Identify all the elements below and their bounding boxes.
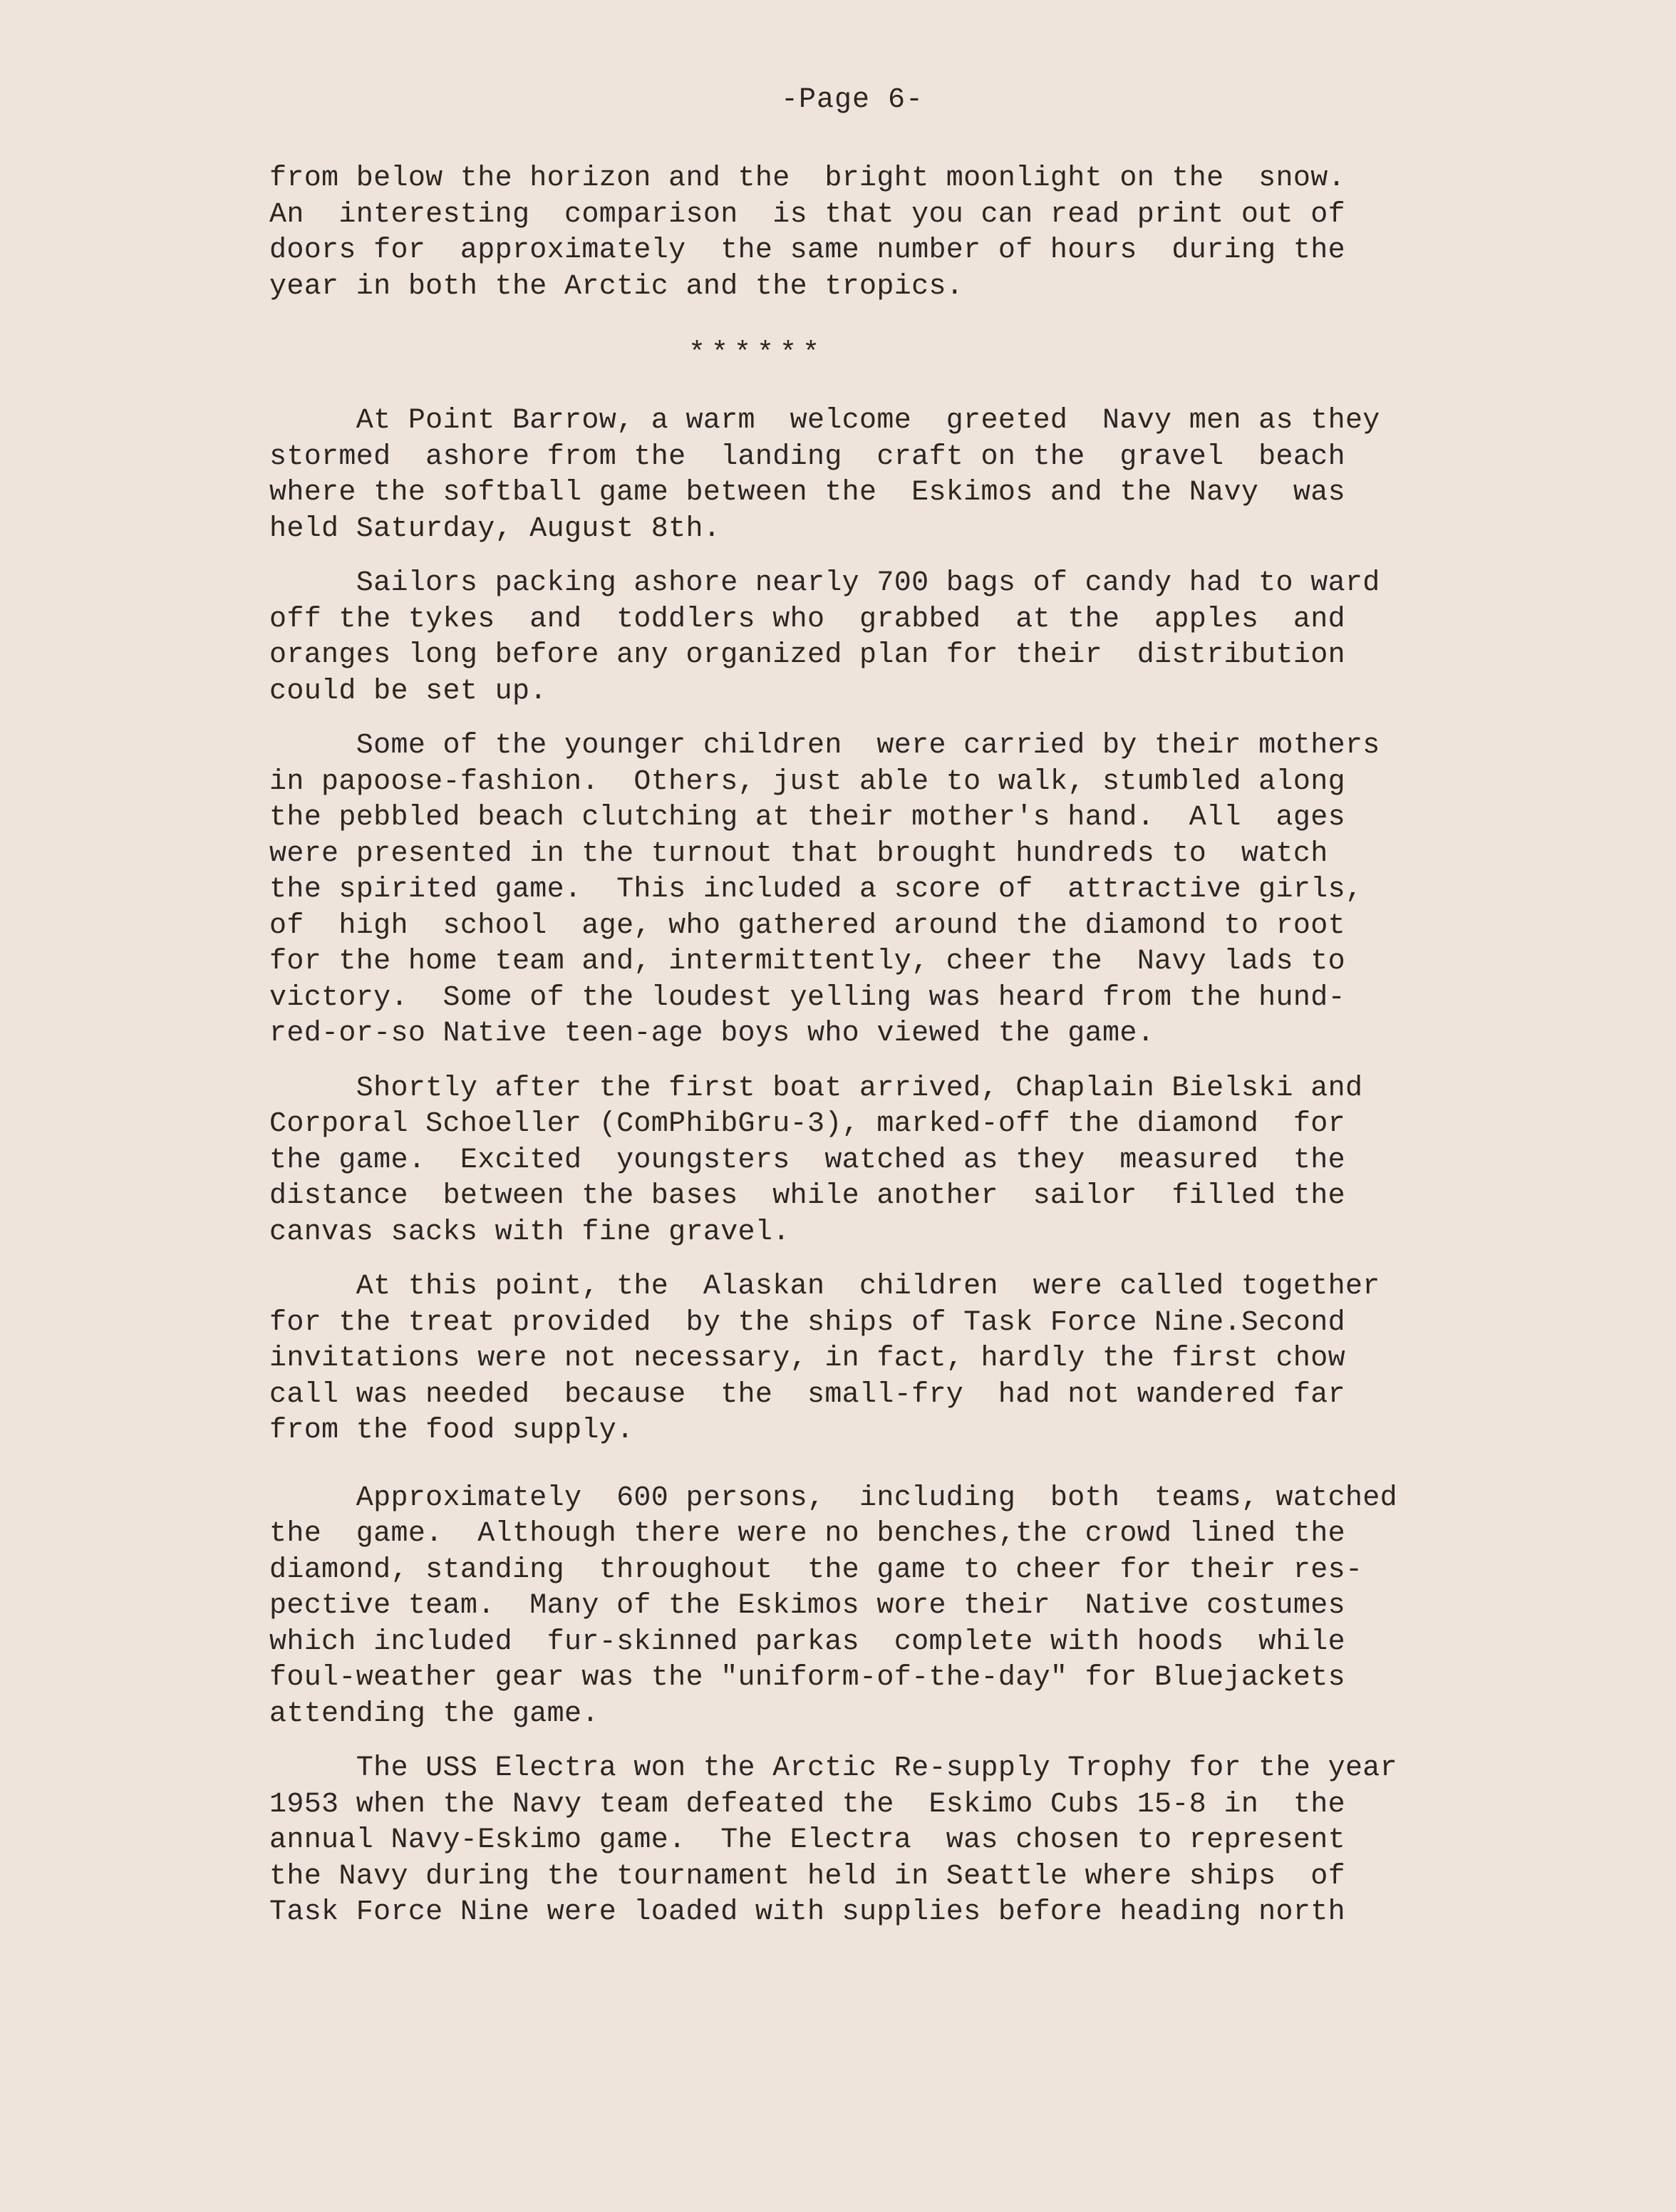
text-line: foul-weather gear was the "uniform-of-the-day" for Bluejackets — [269, 1662, 1345, 1694]
text-line: the spirited game. This included a score of attractive girls, — [269, 874, 1363, 906]
text-line: the game. Although there were no benches,the crowd lined the — [269, 1518, 1345, 1550]
text-line: the Navy during the tournament held in Seattle where ships of — [269, 1860, 1345, 1893]
paragraph-3 — [269, 566, 1394, 710]
text-line: held Saturday, August 8th. — [269, 512, 721, 545]
text-line: for the treat provided by the ships of Task Force Nine.Second — [269, 1306, 1345, 1339]
text-line: call was needed because the small-fry had not wandered far — [269, 1378, 1345, 1411]
text-line: 1953 when the Navy team defeated the Eskimo Cubs 15-8 in the — [269, 1788, 1345, 1821]
text-line: for the home team and, intermittently, cheer the Navy lads to — [269, 946, 1345, 978]
paragraph-1 — [269, 161, 1394, 305]
text-line: of high school age, who gathered around the diamond to root — [269, 909, 1345, 942]
text-line: which included fur-skinned parkas complete with hoods while — [269, 1626, 1345, 1658]
text-line: canvas sacks with fine gravel. — [269, 1216, 790, 1249]
text-line: Corporal Schoeller (ComPhibGru-3), marked-off the diamond for — [269, 1108, 1345, 1140]
text-line: off the tykes and toddlers who grabbed at the apples and — [269, 603, 1345, 636]
document-body — [269, 161, 1398, 1931]
text-line: red-or-so Native teen-age boys who viewed the game. — [269, 1018, 1155, 1050]
text-line: distance between the bases while another sailor filled the — [269, 1180, 1345, 1212]
text-line: Task Force Nine were loaded with supplies before heading north — [269, 1896, 1345, 1928]
text-line: oranges long before any organized plan for their distribution — [269, 639, 1345, 671]
paragraph-6 — [269, 1269, 1394, 1449]
paragraph-8 — [269, 1751, 1398, 1931]
paragraph-5 — [269, 1071, 1394, 1251]
page-number-label: -Page 6- — [780, 84, 924, 116]
text-line: the pebbled beach clutching at their mother's hand. All ages — [269, 802, 1345, 834]
paragraph-4 — [269, 728, 1394, 1053]
text-line: diamond, standing throughout the game to cheer for their res- — [269, 1554, 1363, 1586]
text-line: Approximately 600 persons, including both teams, watched — [269, 1482, 1398, 1514]
text-line: pective team. Many of the Eskimos wore their Native costumes — [269, 1590, 1345, 1622]
text-line: victory. Some of the loudest yelling was heard from the hund- — [269, 981, 1345, 1014]
text-line: from below the horizon and the bright moonlight on the snow. — [269, 162, 1345, 195]
text-line: attending the game. — [269, 1697, 599, 1730]
text-line: doors for approximately the same number of hours during the — [269, 234, 1345, 267]
text-line: the game. Excited youngsters watched as they measured the — [269, 1144, 1345, 1177]
section-separator: ****** — [688, 338, 826, 370]
text-line: Some of the younger children were carried by their mothers — [269, 730, 1380, 762]
text-line: Sailors packing ashore nearly 700 bags of candy had to ward — [269, 567, 1380, 599]
page-number — [0, 84, 1676, 116]
text-line: annual Navy-Eskimo game. The Electra was chosen to represent — [269, 1824, 1345, 1856]
text-line: from the food supply. — [269, 1415, 634, 1447]
paragraph-2 — [269, 403, 1394, 547]
text-line: year in both the Arctic and the tropics. — [269, 270, 964, 303]
text-line: Shortly after the first boat arrived, Chaplain Bielski and — [269, 1072, 1363, 1105]
paragraph-7 — [269, 1481, 1398, 1733]
text-line: At this point, the Alaskan children were called together — [269, 1271, 1380, 1303]
text-line: stormed ashore from the landing craft on the gravel beach — [269, 440, 1345, 473]
text-line: At Point Barrow, a warm welcome greeted Navy men as they — [269, 405, 1380, 437]
text-line: An interesting comparison is that you can read print out of — [269, 198, 1345, 231]
text-line: invitations were not necessary, in fact, hardly the first chow — [269, 1343, 1345, 1375]
text-line: where the softball game between the Eskimos and the Navy was — [269, 477, 1345, 509]
text-line: could be set up. — [269, 675, 547, 708]
text-line: The USS Electra won the Arctic Re-supply Trophy for the year — [269, 1752, 1398, 1784]
text-line: were presented in the turnout that brought hundreds to watch — [269, 837, 1328, 870]
text-line: in papoose-fashion. Others, just able to walk, stumbled along — [269, 765, 1345, 798]
